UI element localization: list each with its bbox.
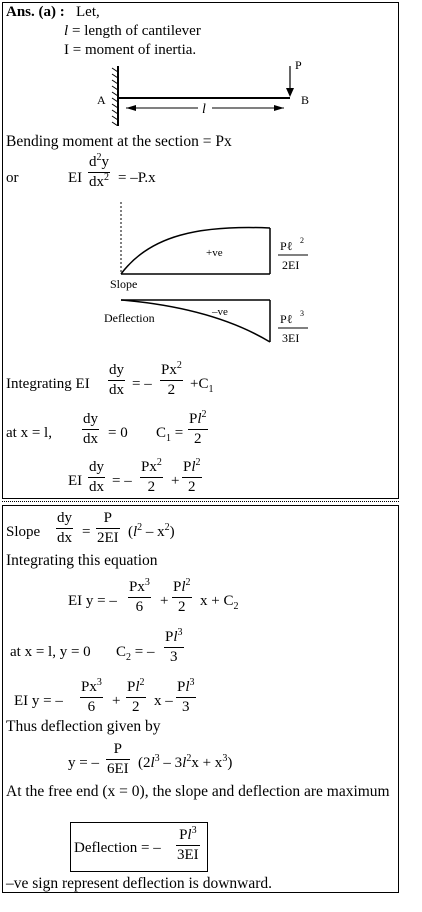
pl2-over-2-fraction-1: Pl$^2$ 2 bbox=[189, 409, 207, 447]
at-x-l-y0-text: at x = l, y = 0 bbox=[10, 644, 91, 660]
eq5-x-minus: x – bbox=[154, 693, 173, 709]
panel-separator bbox=[2, 501, 399, 502]
pl2-over-2-fraction-3: Pl$^2$ 2 bbox=[173, 577, 191, 615]
eq1-rhs: = –P.x bbox=[118, 170, 156, 186]
free-end-text: At the free end (x = 0), the slope and deflection are maximum bbox=[6, 783, 390, 800]
bending-moment-text: Bending moment at the section = Px bbox=[6, 133, 232, 150]
slope-label-bottom: Slope bbox=[6, 524, 41, 540]
load-label: P bbox=[295, 58, 302, 72]
d2y-dx2-fraction: $d^2y$ $dx^2$ bbox=[89, 152, 109, 190]
deflection-bracket: $(2l^3 - 3l^2x + x^3)$ bbox=[138, 753, 233, 771]
ei-text: EI bbox=[68, 170, 83, 186]
ei-text-2: EI bbox=[68, 473, 83, 489]
eq4-tail: $x + C_2$ bbox=[200, 593, 239, 612]
eq3-equals: = – bbox=[112, 473, 132, 489]
dy-dx-fraction-4: dy dx bbox=[57, 510, 72, 546]
p-over-6ei-fraction: P 6EI bbox=[107, 741, 129, 777]
p-over-2ei-fraction: P 2EI bbox=[97, 510, 119, 546]
pl3-over-3-fraction-1: Pl$^3$ 3 bbox=[165, 627, 183, 665]
dy-dx-fraction-2: dy dx bbox=[83, 411, 98, 447]
deflection-value-exponent: 3 bbox=[300, 309, 304, 318]
load-arrowhead bbox=[286, 88, 294, 97]
slope-value-denominator: 2EI bbox=[282, 258, 300, 272]
deflection-value-denominator: 3EI bbox=[282, 331, 300, 345]
pl2-over-2-fraction-4: Pl$^2$ 2 bbox=[127, 677, 145, 715]
thus-deflection-text: Thus deflection given by bbox=[6, 718, 161, 735]
cantilever-diagram bbox=[90, 56, 320, 126]
slope-positive-label: +ve bbox=[206, 247, 223, 259]
eq-zero: = 0 bbox=[108, 425, 128, 441]
answer-label: Ans. (a) : bbox=[6, 4, 65, 20]
pl2-over-2-fraction-2: Pl$^2$ 2 bbox=[183, 457, 201, 495]
y-label: y = – bbox=[68, 755, 99, 771]
sign-note-text: –ve sign represent deflection is downward. bbox=[6, 875, 273, 892]
slope-label: Slope bbox=[110, 277, 138, 291]
deflection-result-label: Deflection = – bbox=[74, 840, 161, 856]
eq2-equals: = – bbox=[132, 376, 152, 392]
eq3-plus: + bbox=[171, 473, 180, 489]
slope-curve bbox=[121, 228, 270, 274]
integrating-equation-text: Integrating this equation bbox=[6, 552, 158, 569]
eq5-plus: + bbox=[112, 693, 121, 709]
dy-dx-fraction-3: dy dx bbox=[89, 459, 104, 495]
slope-value-numerator: Pℓ bbox=[280, 239, 293, 253]
eq4-plus: + bbox=[160, 593, 169, 609]
slope-bracket: $(l^2 - x^2)$ bbox=[128, 522, 175, 540]
deflection-negative-label: –ve bbox=[212, 306, 228, 318]
px3-over-6-fraction-2: Px$^3$ 6 bbox=[81, 677, 102, 715]
symbol-l: l bbox=[64, 23, 69, 39]
or-text: or bbox=[6, 170, 19, 186]
point-a-label: A bbox=[97, 93, 106, 107]
definition-length: = length of cantilever bbox=[72, 23, 201, 39]
deflection-value-numerator: Pℓ bbox=[280, 312, 293, 326]
definition-moment: I = moment of inertia. bbox=[64, 42, 197, 58]
plus-c1: $+C_1$ bbox=[190, 376, 214, 395]
slope-deflection-diagram bbox=[100, 200, 320, 350]
slope-value-exponent: 2 bbox=[300, 236, 304, 245]
slope-equals: = bbox=[82, 524, 91, 540]
length-arrow-right bbox=[274, 105, 284, 111]
px2-over-2-fraction-1: Px$^2$ 2 bbox=[161, 360, 182, 398]
c1-label: $C_1$ = bbox=[156, 425, 184, 444]
px3-over-6-fraction-1: Px$^3$ 6 bbox=[129, 577, 150, 615]
dy-dx-fraction-1: dy dx bbox=[109, 362, 124, 398]
at-x-l-text: at x = l, bbox=[6, 425, 52, 441]
ei-y-label: EI y = – bbox=[68, 593, 117, 609]
integrating-label: Integrating EI bbox=[6, 376, 90, 392]
c2-label: $C_2$ = – bbox=[116, 644, 155, 663]
pl3-over-3ei-fraction: Pl$^3$ 3EI bbox=[177, 825, 199, 863]
length-arrow-left bbox=[126, 105, 136, 111]
point-b-label: B bbox=[301, 93, 310, 107]
let-text: Let, bbox=[76, 4, 100, 20]
pl3-over-3-fraction-2: Pl$^3$ 3 bbox=[177, 677, 195, 715]
deflection-label: Deflection bbox=[104, 311, 155, 325]
px2-over-2-fraction-2: Px$^2$ 2 bbox=[141, 457, 162, 495]
ei-y-label-2: EI y = – bbox=[14, 693, 63, 709]
length-label: l bbox=[202, 102, 206, 117]
